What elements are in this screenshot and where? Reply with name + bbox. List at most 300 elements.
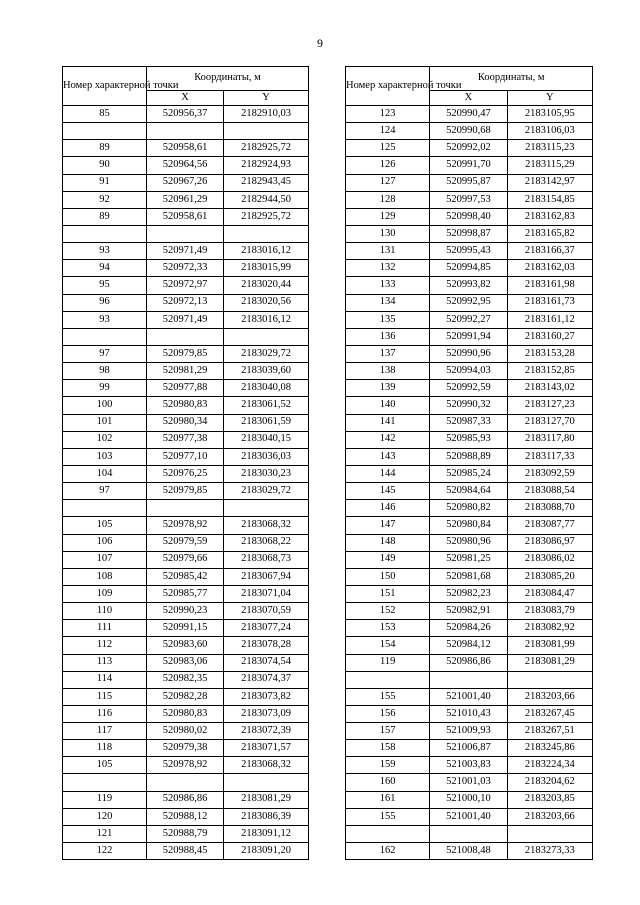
x-coordinate-cell: 520990,32 bbox=[430, 397, 507, 414]
table-row bbox=[346, 637, 593, 654]
x-coordinate-cell: 520982,35 bbox=[147, 671, 224, 688]
point-number-cell: 110 bbox=[63, 603, 147, 620]
point-number-cell: 151 bbox=[346, 585, 430, 602]
point-number-cell: 128 bbox=[346, 191, 430, 208]
y-coordinate-cell: 2183115,29 bbox=[507, 157, 592, 174]
x-coordinate-cell: 520982,23 bbox=[430, 585, 507, 602]
x-coordinate-cell: 520977,38 bbox=[147, 431, 224, 448]
x-coordinate-cell: 520980,82 bbox=[430, 500, 507, 517]
y-coordinate-cell: 2183074,37 bbox=[224, 671, 309, 688]
table-row bbox=[346, 380, 593, 397]
point-number-cell: 127 bbox=[346, 174, 430, 191]
x-coordinate-cell: 521001,40 bbox=[430, 808, 507, 825]
x-coordinate-cell: 521008,48 bbox=[430, 843, 507, 860]
y-coordinate-cell: 2183036,03 bbox=[224, 448, 309, 465]
x-coordinate-cell: 520980,83 bbox=[147, 397, 224, 414]
x-coordinate-cell: 520964,56 bbox=[147, 157, 224, 174]
y-coordinate-cell: 2183161,12 bbox=[507, 311, 592, 328]
y-coordinate-cell: 2183203,66 bbox=[507, 688, 592, 705]
x-coordinate-cell: 520998,40 bbox=[430, 208, 507, 225]
table-row bbox=[63, 157, 309, 174]
point-number-cell: 155 bbox=[346, 808, 430, 825]
table-row bbox=[346, 243, 593, 260]
point-number-cell: 105 bbox=[63, 757, 147, 774]
point-number-cell: 118 bbox=[63, 740, 147, 757]
x-coordinate-cell: 520985,24 bbox=[430, 465, 507, 482]
y-coordinate-cell: 2183106,03 bbox=[507, 123, 592, 140]
x-coordinate-cell: 521009,93 bbox=[430, 723, 507, 740]
point-number-cell bbox=[346, 825, 430, 842]
table-row bbox=[346, 757, 593, 774]
table-row bbox=[63, 843, 309, 860]
x-coordinate-cell: 520980,96 bbox=[430, 534, 507, 551]
table-row bbox=[346, 568, 593, 585]
table-row bbox=[346, 534, 593, 551]
y-coordinate-cell: 2183061,59 bbox=[224, 414, 309, 431]
point-number-cell: 112 bbox=[63, 637, 147, 654]
point-number-cell: 138 bbox=[346, 363, 430, 380]
table-row bbox=[63, 568, 309, 585]
y-coordinate-cell: 2183020,44 bbox=[224, 277, 309, 294]
y-coordinate-cell: 2183029,72 bbox=[224, 345, 309, 362]
table-row bbox=[346, 363, 593, 380]
point-number-cell: 99 bbox=[63, 380, 147, 397]
table-row bbox=[346, 603, 593, 620]
table-row bbox=[63, 740, 309, 757]
y-coordinate-cell: 2183117,80 bbox=[507, 431, 592, 448]
point-number-cell: 149 bbox=[346, 551, 430, 568]
x-coordinate-cell: 520967,26 bbox=[147, 174, 224, 191]
table-row bbox=[346, 654, 593, 671]
table-row bbox=[63, 431, 309, 448]
y-coordinate-cell: 2183086,39 bbox=[224, 808, 309, 825]
x-coordinate-cell: 520986,86 bbox=[147, 791, 224, 808]
x-coordinate-cell bbox=[147, 328, 224, 345]
y-coordinate-cell: 2183084,47 bbox=[507, 585, 592, 602]
x-coordinate-cell: 520980,83 bbox=[147, 705, 224, 722]
point-number-cell: 85 bbox=[63, 106, 147, 123]
table-row bbox=[346, 414, 593, 431]
table-row bbox=[63, 106, 309, 123]
y-coordinate-cell: 2183083,79 bbox=[507, 603, 592, 620]
y-coordinate-cell bbox=[507, 671, 592, 688]
y-coordinate-cell: 2183117,33 bbox=[507, 448, 592, 465]
table-row bbox=[63, 757, 309, 774]
table-row bbox=[346, 585, 593, 602]
x-coordinate-cell: 520971,49 bbox=[147, 243, 224, 260]
table-row bbox=[346, 345, 593, 362]
table-row bbox=[63, 654, 309, 671]
x-coordinate-cell: 520995,43 bbox=[430, 243, 507, 260]
point-number-cell bbox=[63, 123, 147, 140]
table-row bbox=[346, 225, 593, 242]
y-coordinate-cell: 2183088,54 bbox=[507, 483, 592, 500]
point-number-cell: 114 bbox=[63, 671, 147, 688]
point-number-cell: 105 bbox=[63, 517, 147, 534]
y-coordinate-cell: 2183016,12 bbox=[224, 243, 309, 260]
x-column-header: X bbox=[430, 91, 507, 106]
point-number-cell: 131 bbox=[346, 243, 430, 260]
table-row bbox=[63, 620, 309, 637]
point-number-cell: 107 bbox=[63, 551, 147, 568]
table-row bbox=[346, 448, 593, 465]
point-number-cell: 92 bbox=[63, 191, 147, 208]
table-row bbox=[63, 483, 309, 500]
y-coordinate-cell: 2182943,45 bbox=[224, 174, 309, 191]
x-coordinate-cell: 520988,79 bbox=[147, 825, 224, 842]
y-coordinate-cell bbox=[507, 825, 592, 842]
x-coordinate-cell: 520983,06 bbox=[147, 654, 224, 671]
y-coordinate-cell: 2183273,33 bbox=[507, 843, 592, 860]
x-coordinate-cell: 520988,12 bbox=[147, 808, 224, 825]
table-row bbox=[63, 380, 309, 397]
point-number-cell: 106 bbox=[63, 534, 147, 551]
x-coordinate-cell: 520992,02 bbox=[430, 140, 507, 157]
table-row bbox=[63, 123, 309, 140]
point-number-cell: 94 bbox=[63, 260, 147, 277]
point-number-cell: 93 bbox=[63, 311, 147, 328]
table-row bbox=[346, 620, 593, 637]
x-coordinate-cell: 520979,85 bbox=[147, 345, 224, 362]
point-number-cell: 157 bbox=[346, 723, 430, 740]
y-coordinate-cell: 2183016,12 bbox=[224, 311, 309, 328]
y-coordinate-cell: 2183082,92 bbox=[507, 620, 592, 637]
x-coordinate-cell: 521003,83 bbox=[430, 757, 507, 774]
table-row bbox=[63, 603, 309, 620]
point-number-cell: 97 bbox=[63, 345, 147, 362]
x-coordinate-cell: 520977,88 bbox=[147, 380, 224, 397]
y-coordinate-cell: 2183068,22 bbox=[224, 534, 309, 551]
table-row bbox=[63, 671, 309, 688]
point-number-cell: 132 bbox=[346, 260, 430, 277]
y-coordinate-cell: 2183161,98 bbox=[507, 277, 592, 294]
y-coordinate-cell: 2183068,32 bbox=[224, 757, 309, 774]
table-row bbox=[63, 637, 309, 654]
x-coordinate-cell: 520991,94 bbox=[430, 328, 507, 345]
y-coordinate-cell: 2183203,66 bbox=[507, 808, 592, 825]
point-number-cell: 155 bbox=[346, 688, 430, 705]
point-number-cell: 108 bbox=[63, 568, 147, 585]
x-coordinate-cell: 520992,27 bbox=[430, 311, 507, 328]
x-coordinate-cell: 520997,53 bbox=[430, 191, 507, 208]
table-row bbox=[346, 723, 593, 740]
y-coordinate-cell: 2183068,73 bbox=[224, 551, 309, 568]
y-coordinate-cell: 2182924,93 bbox=[224, 157, 309, 174]
point-number-cell: 117 bbox=[63, 723, 147, 740]
table-row bbox=[346, 311, 593, 328]
table-row bbox=[346, 774, 593, 791]
y-coordinate-cell: 2183030,23 bbox=[224, 465, 309, 482]
x-coordinate-cell: 520978,92 bbox=[147, 757, 224, 774]
table-row bbox=[63, 705, 309, 722]
x-coordinate-cell: 520994,85 bbox=[430, 260, 507, 277]
point-number-cell: 103 bbox=[63, 448, 147, 465]
point-number-cell: 146 bbox=[346, 500, 430, 517]
y-coordinate-cell: 2183071,04 bbox=[224, 585, 309, 602]
point-number-cell bbox=[63, 225, 147, 242]
table-row bbox=[346, 688, 593, 705]
y-coordinate-cell bbox=[224, 774, 309, 791]
y-coordinate-cell: 2183029,72 bbox=[224, 483, 309, 500]
point-number-cell: 158 bbox=[346, 740, 430, 757]
point-number-cell: 162 bbox=[346, 843, 430, 860]
table-row bbox=[63, 260, 309, 277]
x-coordinate-cell: 520992,59 bbox=[430, 380, 507, 397]
x-coordinate-cell: 520993,82 bbox=[430, 277, 507, 294]
y-coordinate-cell: 2183072,39 bbox=[224, 723, 309, 740]
x-coordinate-cell: 520972,33 bbox=[147, 260, 224, 277]
coordinates-table-right bbox=[345, 66, 593, 860]
y-coordinate-cell: 2182925,72 bbox=[224, 140, 309, 157]
y-coordinate-cell: 2183081,99 bbox=[507, 637, 592, 654]
y-coordinate-cell bbox=[224, 123, 309, 140]
y-coordinate-cell: 2183086,02 bbox=[507, 551, 592, 568]
y-coordinate-cell: 2183087,77 bbox=[507, 517, 592, 534]
point-number-cell: 121 bbox=[63, 825, 147, 842]
point-number-cell: 125 bbox=[346, 140, 430, 157]
table-row bbox=[63, 191, 309, 208]
x-coordinate-cell: 520976,25 bbox=[147, 465, 224, 482]
x-coordinate-cell: 520982,91 bbox=[430, 603, 507, 620]
point-number-cell: 109 bbox=[63, 585, 147, 602]
y-coordinate-cell: 2183115,23 bbox=[507, 140, 592, 157]
y-coordinate-cell: 2183091,20 bbox=[224, 843, 309, 860]
point-number-cell: 154 bbox=[346, 637, 430, 654]
x-coordinate-cell: 520958,61 bbox=[147, 140, 224, 157]
table-row bbox=[346, 465, 593, 482]
x-coordinate-cell: 520985,77 bbox=[147, 585, 224, 602]
x-coordinate-cell: 520981,25 bbox=[430, 551, 507, 568]
y-coordinate-cell: 2183267,51 bbox=[507, 723, 592, 740]
table-row bbox=[346, 740, 593, 757]
table-row bbox=[346, 397, 593, 414]
x-coordinate-cell: 520987,33 bbox=[430, 414, 507, 431]
point-number-cell: 97 bbox=[63, 483, 147, 500]
x-coordinate-cell: 520980,02 bbox=[147, 723, 224, 740]
y-coordinate-cell bbox=[224, 328, 309, 345]
y-coordinate-cell: 2182944,50 bbox=[224, 191, 309, 208]
y-coordinate-cell: 2183161,73 bbox=[507, 294, 592, 311]
x-coordinate-cell: 520980,34 bbox=[147, 414, 224, 431]
y-coordinate-cell: 2183224,34 bbox=[507, 757, 592, 774]
y-coordinate-cell: 2183070,59 bbox=[224, 603, 309, 620]
point-number-cell: 148 bbox=[346, 534, 430, 551]
x-coordinate-cell: 521010,43 bbox=[430, 705, 507, 722]
x-coordinate-cell bbox=[147, 225, 224, 242]
y-coordinate-cell: 2183245,86 bbox=[507, 740, 592, 757]
x-coordinate-cell: 520979,59 bbox=[147, 534, 224, 551]
point-number-cell: 142 bbox=[346, 431, 430, 448]
point-number-cell: 90 bbox=[63, 157, 147, 174]
x-coordinate-cell: 520990,47 bbox=[430, 106, 507, 123]
point-number-cell: 113 bbox=[63, 654, 147, 671]
x-coordinate-cell: 521001,03 bbox=[430, 774, 507, 791]
x-coordinate-cell: 520990,23 bbox=[147, 603, 224, 620]
coordinates-table-left bbox=[62, 66, 309, 860]
table-row bbox=[63, 294, 309, 311]
x-coordinate-cell: 520984,64 bbox=[430, 483, 507, 500]
x-coordinate-cell: 520979,85 bbox=[147, 483, 224, 500]
y-coordinate-cell: 2183073,09 bbox=[224, 705, 309, 722]
y-coordinate-cell: 2183040,08 bbox=[224, 380, 309, 397]
x-coordinate-cell: 521006,87 bbox=[430, 740, 507, 757]
y-coordinate-cell: 2183105,95 bbox=[507, 106, 592, 123]
x-coordinate-cell: 520992,95 bbox=[430, 294, 507, 311]
point-number-cell bbox=[63, 774, 147, 791]
x-coordinate-cell: 520979,66 bbox=[147, 551, 224, 568]
table-row bbox=[63, 517, 309, 534]
table-row bbox=[63, 414, 309, 431]
point-number-cell: 100 bbox=[63, 397, 147, 414]
y-coordinate-cell: 2183067,94 bbox=[224, 568, 309, 585]
point-number-cell: 91 bbox=[63, 174, 147, 191]
y-coordinate-cell: 2183204,62 bbox=[507, 774, 592, 791]
point-number-cell: 136 bbox=[346, 328, 430, 345]
x-coordinate-cell: 520958,61 bbox=[147, 208, 224, 225]
x-column-header: X bbox=[147, 91, 224, 106]
y-coordinate-cell: 2183085,20 bbox=[507, 568, 592, 585]
table-row bbox=[346, 208, 593, 225]
x-coordinate-cell: 520991,70 bbox=[430, 157, 507, 174]
point-number-cell: 141 bbox=[346, 414, 430, 431]
point-number-cell: 102 bbox=[63, 431, 147, 448]
point-number-cell: 133 bbox=[346, 277, 430, 294]
x-coordinate-cell: 520984,26 bbox=[430, 620, 507, 637]
x-coordinate-cell: 520986,86 bbox=[430, 654, 507, 671]
x-coordinate-cell: 520972,13 bbox=[147, 294, 224, 311]
coordinates-header: Координаты, м bbox=[430, 67, 593, 91]
table-row bbox=[346, 705, 593, 722]
table-row bbox=[346, 500, 593, 517]
x-coordinate-cell: 520977,10 bbox=[147, 448, 224, 465]
point-number-cell: 145 bbox=[346, 483, 430, 500]
x-coordinate-cell: 520991,15 bbox=[147, 620, 224, 637]
y-coordinate-cell: 2183081,29 bbox=[507, 654, 592, 671]
point-number-cell: 150 bbox=[346, 568, 430, 585]
table-row bbox=[63, 140, 309, 157]
point-number-cell: 126 bbox=[346, 157, 430, 174]
y-coordinate-cell: 2183165,82 bbox=[507, 225, 592, 242]
x-coordinate-cell: 520988,89 bbox=[430, 448, 507, 465]
point-number-cell: 160 bbox=[346, 774, 430, 791]
y-coordinate-cell: 2183077,24 bbox=[224, 620, 309, 637]
table-row bbox=[346, 294, 593, 311]
table-row bbox=[63, 585, 309, 602]
y-coordinate-cell: 2183127,70 bbox=[507, 414, 592, 431]
y-coordinate-cell: 2182925,72 bbox=[224, 208, 309, 225]
x-coordinate-cell bbox=[147, 123, 224, 140]
point-number-cell: 124 bbox=[346, 123, 430, 140]
table-row bbox=[63, 825, 309, 842]
table-row bbox=[63, 551, 309, 568]
point-number-cell: 143 bbox=[346, 448, 430, 465]
x-coordinate-cell: 520982,28 bbox=[147, 688, 224, 705]
x-coordinate-cell: 520983,60 bbox=[147, 637, 224, 654]
point-number-cell: 134 bbox=[346, 294, 430, 311]
table-row bbox=[63, 174, 309, 191]
table-row bbox=[346, 483, 593, 500]
point-number-cell: 135 bbox=[346, 311, 430, 328]
table-row bbox=[346, 808, 593, 825]
point-number-cell: 89 bbox=[63, 208, 147, 225]
point-number-cell: 139 bbox=[346, 380, 430, 397]
y-coordinate-cell: 2183015,99 bbox=[224, 260, 309, 277]
point-number-header: Номер характерной точки bbox=[346, 67, 430, 106]
table-row bbox=[346, 191, 593, 208]
point-number-cell: 115 bbox=[63, 688, 147, 705]
x-coordinate-cell: 520972,97 bbox=[147, 277, 224, 294]
point-number-cell: 93 bbox=[63, 243, 147, 260]
x-coordinate-cell: 520988,45 bbox=[147, 843, 224, 860]
y-coordinate-cell: 2183078,28 bbox=[224, 637, 309, 654]
point-number-cell: 119 bbox=[63, 791, 147, 808]
table-row bbox=[63, 465, 309, 482]
page-number: 9 bbox=[317, 36, 323, 50]
point-number-cell: 111 bbox=[63, 620, 147, 637]
point-number-cell: 161 bbox=[346, 791, 430, 808]
y-coordinate-cell: 2183039,60 bbox=[224, 363, 309, 380]
table-row bbox=[63, 791, 309, 808]
y-coordinate-cell bbox=[224, 225, 309, 242]
point-number-cell: 120 bbox=[63, 808, 147, 825]
x-coordinate-cell: 520995,87 bbox=[430, 174, 507, 191]
table-row bbox=[346, 431, 593, 448]
y-coordinate-cell: 2183071,57 bbox=[224, 740, 309, 757]
point-number-cell: 140 bbox=[346, 397, 430, 414]
y-coordinate-cell: 2183091,12 bbox=[224, 825, 309, 842]
table-row bbox=[63, 225, 309, 242]
y-coordinate-cell: 2183142,97 bbox=[507, 174, 592, 191]
x-coordinate-cell: 521001,40 bbox=[430, 688, 507, 705]
y-coordinate-cell: 2183143,02 bbox=[507, 380, 592, 397]
table-row bbox=[63, 243, 309, 260]
point-number-cell: 129 bbox=[346, 208, 430, 225]
x-coordinate-cell: 520971,49 bbox=[147, 311, 224, 328]
x-coordinate-cell bbox=[430, 671, 507, 688]
x-coordinate-cell: 520994,03 bbox=[430, 363, 507, 380]
table-row bbox=[63, 688, 309, 705]
table-row bbox=[63, 774, 309, 791]
point-number-cell: 101 bbox=[63, 414, 147, 431]
table-row bbox=[63, 208, 309, 225]
x-coordinate-cell: 520961,29 bbox=[147, 191, 224, 208]
x-coordinate-cell: 520979,38 bbox=[147, 740, 224, 757]
table-row bbox=[346, 843, 593, 860]
table-row bbox=[63, 808, 309, 825]
y-coordinate-cell: 2183086,97 bbox=[507, 534, 592, 551]
x-coordinate-cell: 520990,68 bbox=[430, 123, 507, 140]
point-number-cell: 123 bbox=[346, 106, 430, 123]
table-row bbox=[346, 260, 593, 277]
y-coordinate-cell: 2183092,59 bbox=[507, 465, 592, 482]
y-coordinate-cell: 2183166,37 bbox=[507, 243, 592, 260]
x-coordinate-cell: 520984,12 bbox=[430, 637, 507, 654]
table-row bbox=[63, 534, 309, 551]
point-number-cell: 119 bbox=[346, 654, 430, 671]
table-row bbox=[63, 345, 309, 362]
table-row bbox=[346, 174, 593, 191]
table-row bbox=[346, 791, 593, 808]
point-number-cell bbox=[346, 671, 430, 688]
point-number-cell: 130 bbox=[346, 225, 430, 242]
table-row bbox=[346, 551, 593, 568]
point-number-cell: 137 bbox=[346, 345, 430, 362]
y-coordinate-cell: 2183061,52 bbox=[224, 397, 309, 414]
table-row bbox=[346, 106, 593, 123]
x-coordinate-cell: 520981,29 bbox=[147, 363, 224, 380]
y-coordinate-cell: 2183040,15 bbox=[224, 431, 309, 448]
table-row bbox=[346, 157, 593, 174]
